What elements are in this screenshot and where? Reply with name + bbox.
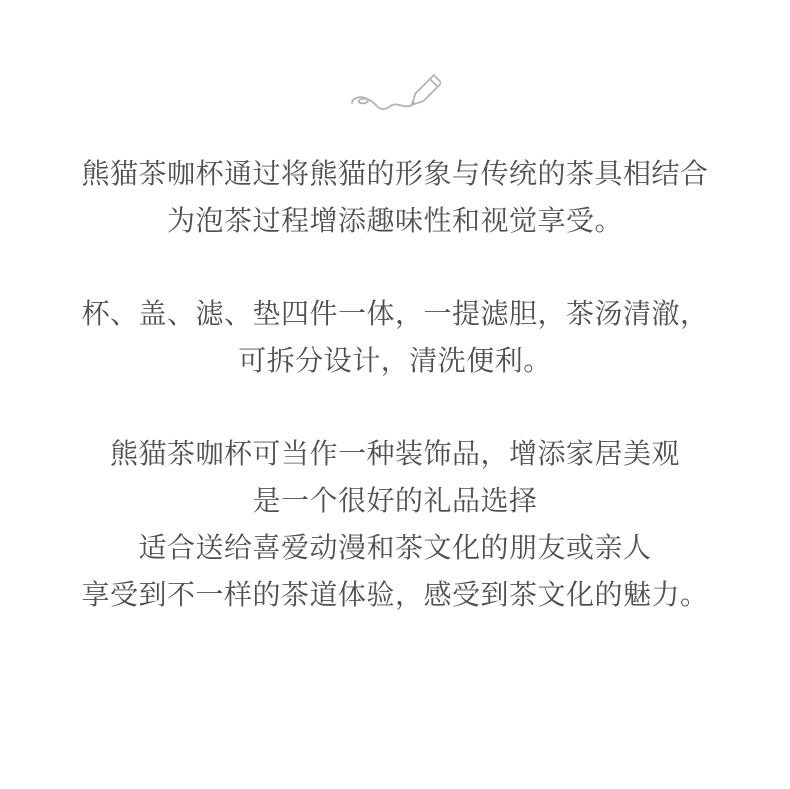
pencil-scribble-icon xyxy=(349,72,441,118)
description-line: 为泡茶过程增添趣味性和视觉享受。 xyxy=(166,205,623,236)
description-line: 熊猫茶咖杯可当作一种装饰品，增添家居美观 xyxy=(109,438,680,469)
description-line: 享受到不一样的茶道体验，感受到茶文化的魅力。 xyxy=(81,579,709,610)
description-line: 可拆分设计，清洗便利。 xyxy=(238,345,552,376)
description-line: 杯、盖、滤、垫四件一体，一提滤胆，茶汤清澈， xyxy=(81,298,709,329)
paragraph-intro xyxy=(0,150,790,244)
description-text xyxy=(0,150,790,618)
paragraph-gift xyxy=(0,430,790,618)
description-line: 适合送给喜爱动漫和茶文化的朋友或亲人 xyxy=(138,532,652,563)
description-line: 熊猫茶咖杯通过将熊猫的形象与传统的茶具相结合 xyxy=(81,158,709,189)
paragraph-features xyxy=(0,290,790,384)
product-description-section xyxy=(0,72,790,789)
description-line: 是一个很好的礼品选择 xyxy=(252,485,538,516)
